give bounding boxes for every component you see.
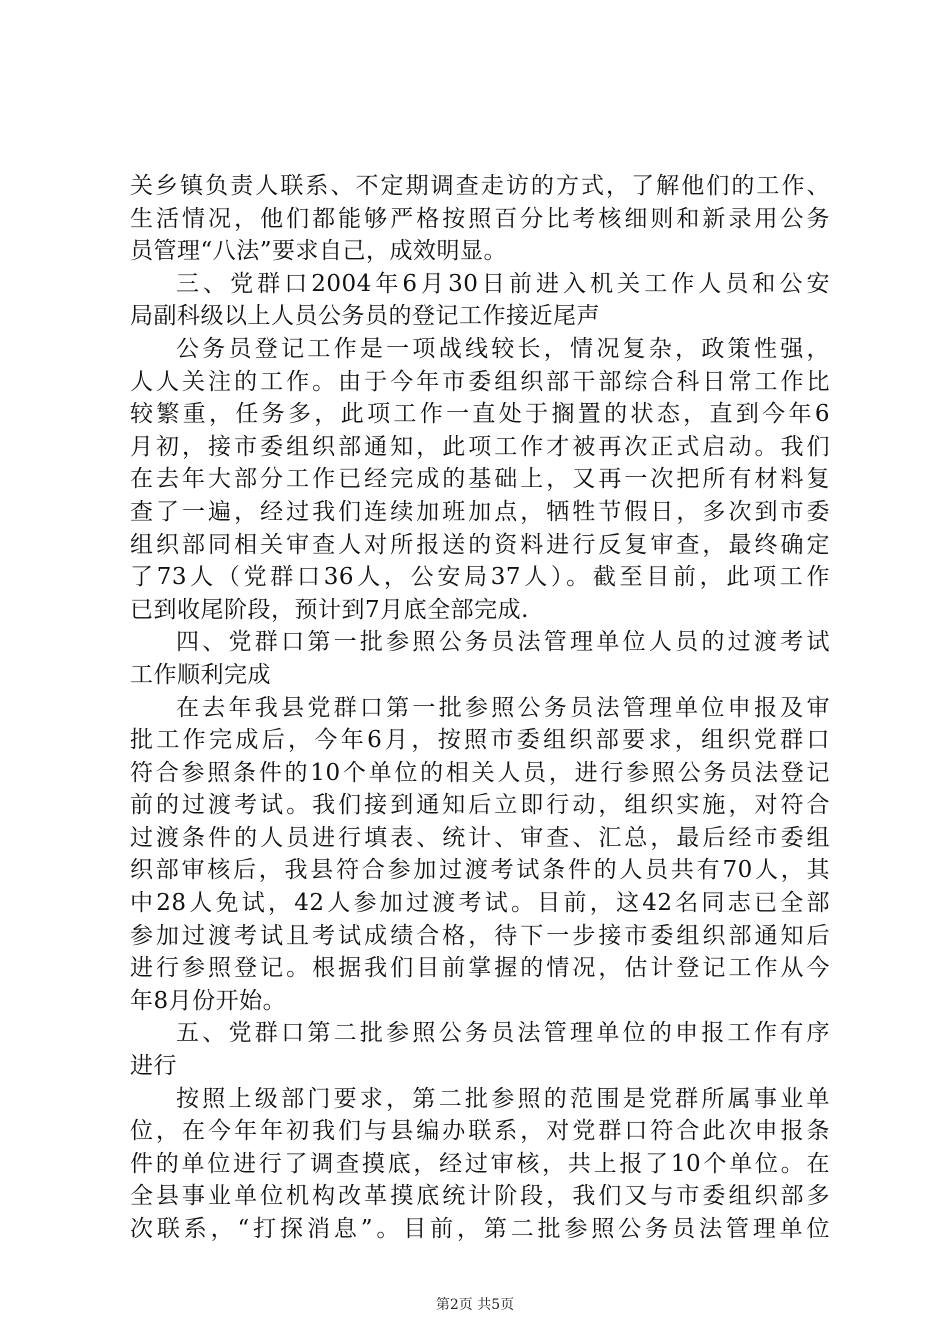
text-line: 四、党群口第一批参照公务员法管理单位人员的过渡考试 [176,629,830,656]
text-line: 进行参照登记。根据我们目前掌握的情况，估计登记工作从今 [130,955,830,982]
text-line: 较繁重，任务多，此项工作一直处于搁置的状态，直到今年6 [130,401,830,428]
text-line: 全县事业单位机构改革摸底统计阶段，我们又与市委组织部多 [130,1183,830,1210]
text-line: 位，在今年年初我们与县编办联系，对党群口符合此次申报条 [130,1118,830,1145]
text-line: 人人关注的工作。由于今年市委组织部干部综合科日常工作比 [130,368,830,395]
text-line: 前的过渡考试。我们接到通知后立即行动，组织实施，对符合 [130,792,830,819]
text-line: 参加过渡考试且考试成绩合格，待下一步接市委组织部通知后 [130,922,830,949]
text-line: 员管理“八法”要求自己，成效明显。 [130,238,508,265]
text-line: 在去年我县党群口第一批参照公务员法管理单位申报及审 [176,694,830,721]
text-line: 三、党群口2004年6月30日前进入机关工作人员和公安 [176,270,830,297]
text-line: 次联系，“打探消息”。目前，第二批参照公务员法管理单位 [130,1216,830,1242]
text-line: 已到收尾阶段，预计到7月底全部完成. [130,596,529,623]
document-body [130,170,830,1246]
text-line: 公务员登记工作是一项战线较长，情况复杂，政策性强， [176,335,830,362]
page-footer: 第2页 共5页 [435,1297,515,1313]
text-line: 组织部同相关审查人对所报送的资料进行反复审查，最终确定 [130,531,830,558]
text-line: 工作顺利完成 [130,661,271,688]
text-line: 了73人（党群口36人，公安局37人）。截至目前，此项工作 [130,564,830,591]
text-line: 关乡镇负责人联系、不定期调查走访的方式，了解他们的工作、 [130,173,830,199]
text-line: 件的单位进行了调查摸底，经过审核，共上报了10个单位。在 [130,1150,830,1177]
text-line: 五、党群口第二批参照公务员法管理单位的申报工作有序 [176,1020,830,1047]
text-line: 生活情况，他们都能够严格按照百分比考核细则和新录用公务 [130,205,830,232]
text-line: 按照上级部门要求，第二批参照的范围是党群所属事业单 [176,1085,830,1112]
text-line: 织部审核后，我县符合参加过渡考试条件的人员共有70人，其 [130,857,830,884]
text-line: 符合参照条件的10个单位的相关人员，进行参照公务员法登记 [130,759,830,786]
text-line: 过渡条件的人员进行填表、统计、审查、汇总，最后经市委组 [130,824,830,851]
text-line: 进行 [130,1053,177,1080]
text-line: 查了一遍，经过我们连续加班加点，牺牲节假日，多次到市委 [130,498,830,525]
text-line: 月初，接市委组织部通知，此项工作才被再次正式启动。我们 [130,433,830,460]
text-line: 在去年大部分工作已经完成的基础上，又再一次把所有材料复 [130,466,830,493]
text-line: 中28人免试，42人参加过渡考试。目前，这42名同志已全部 [130,890,830,917]
text-line: 局副科级以上人员公务员的登记工作接近尾声 [130,303,600,330]
text-line: 年8月份开始。 [130,987,287,1014]
text-line: 批工作完成后，今年6月，按照市委组织部要求，组织党群口 [130,727,830,754]
